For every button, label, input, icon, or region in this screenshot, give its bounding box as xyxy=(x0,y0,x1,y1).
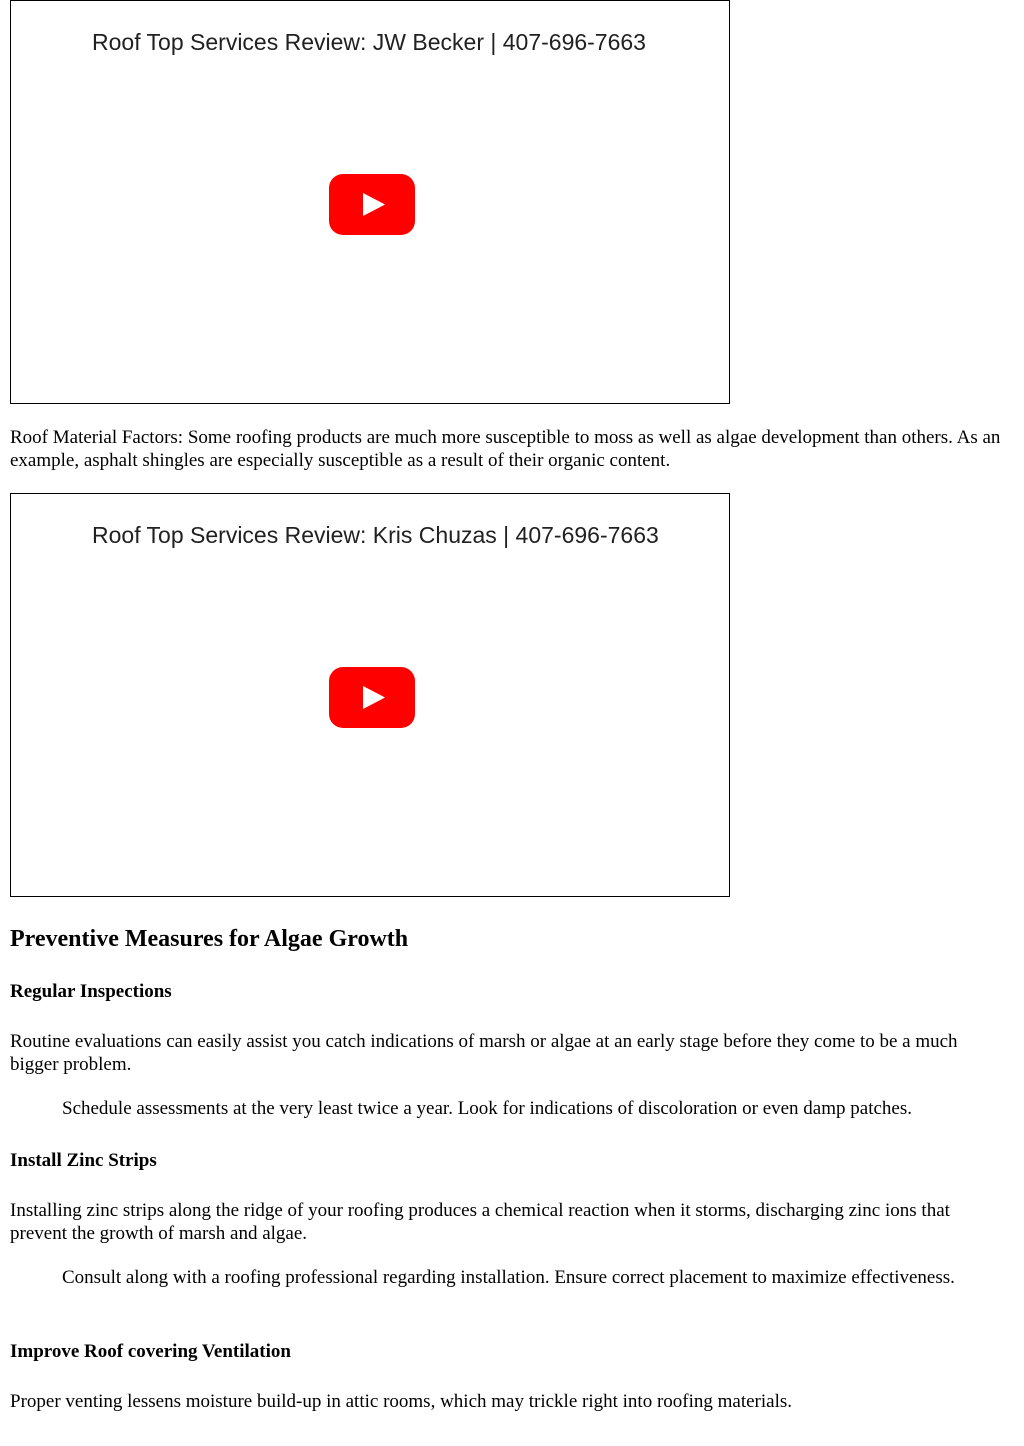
subsection-body-inspections: Routine evaluations can easily assist you catch indications of marsh or algae at an early stage before they come to be a much bigger problem. xyxy=(10,1031,958,1075)
subsection-heading-inspections: Regular Inspections xyxy=(10,981,172,1002)
subsection-body-zinc: Installing zinc strips along the ridge of your roofing produces a chemical reaction when it storms, discharging zinc ions that prevent the growth of marsh and algae. xyxy=(10,1200,950,1244)
play-icon[interactable] xyxy=(329,174,415,235)
subsection-body-ventilation: Proper venting lessens moisture build-up in attic rooms, which may trickle right into roofing materials. xyxy=(10,1391,793,1412)
subsection-heading-zinc: Install Zinc Strips xyxy=(10,1150,157,1171)
video-title[interactable]: Roof Top Services Review: JW Becker | 407-696-7663 xyxy=(92,29,646,55)
video-embed-2[interactable] xyxy=(10,493,730,897)
roof-material-paragraph: Roof Material Factors: Some roofing products are much more susceptible to moss as well as algae development than others. As an example, asphalt shingles are especially susceptible as a result of their organic content. xyxy=(10,427,1001,471)
play-icon[interactable] xyxy=(329,667,415,728)
subsection-heading-ventilation: Improve Roof covering Ventilation xyxy=(10,1341,291,1362)
video-title[interactable]: Roof Top Services Review: Kris Chuzas | 407-696-7663 xyxy=(92,522,659,548)
section-heading: Preventive Measures for Algae Growth xyxy=(10,926,409,952)
video-embed-1[interactable] xyxy=(10,0,730,404)
subsection-note-zinc: Consult along with a roofing professional regarding installation. Ensure correct placement to maximize effectiveness. xyxy=(62,1267,955,1288)
subsection-note-inspections: Schedule assessments at the very least twice a year. Look for indications of discoloration or even damp patches. xyxy=(62,1098,912,1119)
